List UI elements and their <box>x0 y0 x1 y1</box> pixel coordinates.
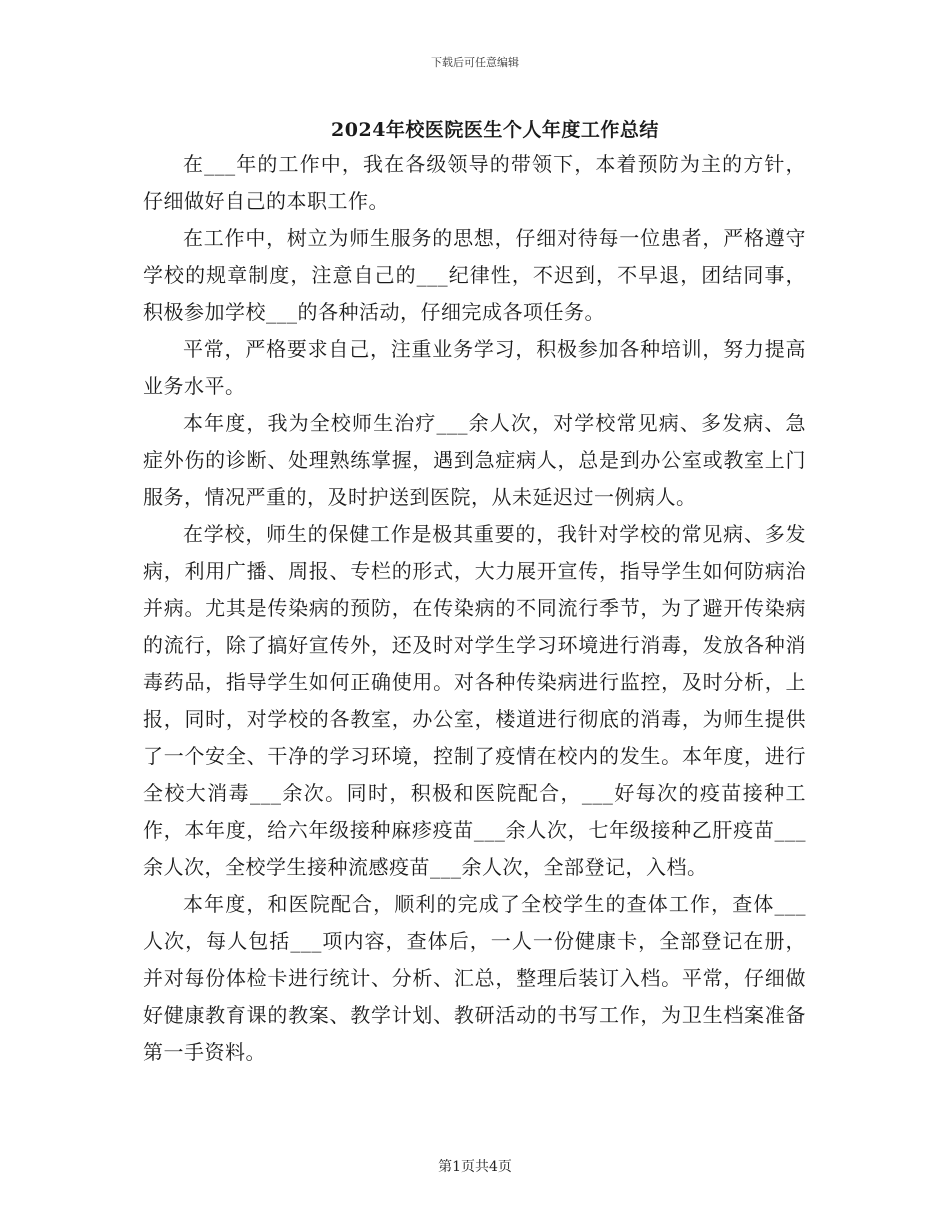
document-title: 2024年校医院医生个人年度工作总结 <box>331 119 659 141</box>
document-body <box>143 146 806 1071</box>
header-note: 下载后可任意编辑 <box>431 56 519 69</box>
paragraph: 本年度，和医院配合，顺利的完成了全校学生的查体工作，查体___人次，每人包括___项内容，查体后，一人一份健康卡，全部登记在册，并对每份体检卡进行统计、分析、汇总，整理后装订入档。平常，仔细做好健康教育课的教案、教学计划、教研活动的书写工作，为卫生档案准备第一手资料。 <box>143 892 806 1064</box>
page-indicator: 第1页共4页 <box>438 1159 512 1175</box>
paragraph: 本年度，我为全校师生治疗___余人次，对学校常见病、多发病、急症外伤的诊断、处理熟练掌握，遇到急症病人，总是到办公室或教室上门服务，情况严重的，及时护送到医院，从未延迟过一例病人。 <box>143 411 806 509</box>
paragraph: 平常，严格要求自己，注重业务学习，积极参加各种培训，努力提高业务水平。 <box>143 337 806 398</box>
paragraph: 在工作中，树立为师生服务的思想，仔细对待每一位患者，严格遵守学校的规章制度，注意自己的___纪律性，不迟到，不早退，团结同事，积极参加学校___的各种活动，仔细完成各项任务。 <box>143 226 806 324</box>
paragraph: 在___年的工作中，我在各级领导的带领下，本着预防为主的方针，仔细做好自己的本职工作。 <box>143 152 806 213</box>
paragraph: 在学校，师生的保健工作是极其重要的，我针对学校的常见病、多发病，利用广播、周报、专栏的形式，大力展开宣传，指导学生如何防病治并病。尤其是传染病的预防，在传染病的不同流行季节，为了避开传染病的流行，除了搞好宣传外，还及时对学生学习环境进行消毒，发放各种消毒药品，指导学生如何正确使用。对各种传染病进行监控，及时分析，上报，同时，对学校的各教室，办公室，楼道进行彻底的消毒，为师生提供了一个安全、干净的学习环境，控制了疫情在校内的发生。本年度，进行全校大消毒___余次。同时，积极和医院配合，___好每次的疫苗接种工作，本年度，给六年级接种麻疹疫苗___余人次，七年级接种乙肝疫苗___余人次，全校学生接种流感疫苗___余人次，全部登记，入档。 <box>143 522 806 879</box>
